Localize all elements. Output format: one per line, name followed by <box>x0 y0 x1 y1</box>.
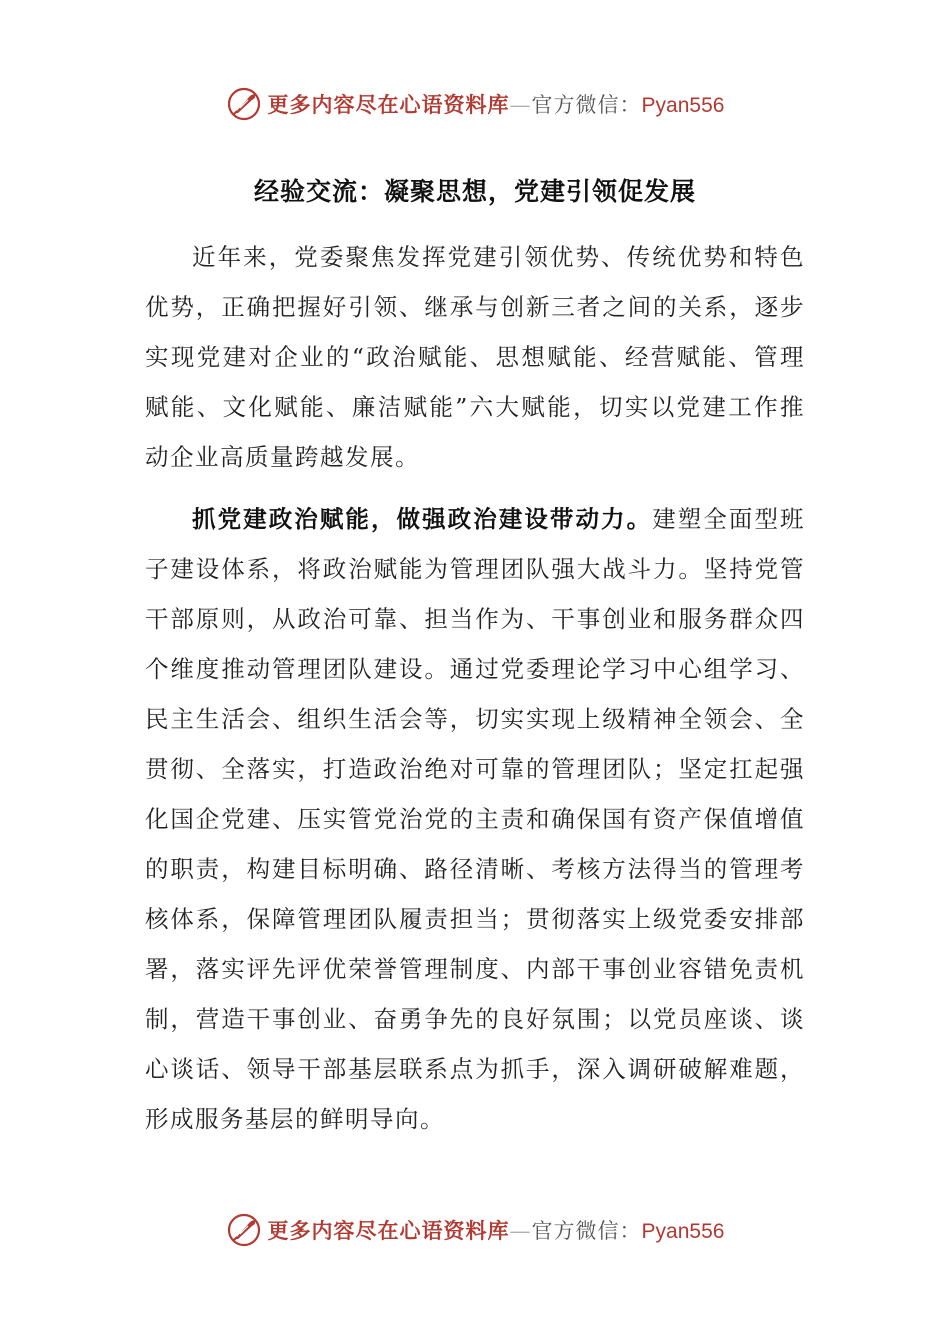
paragraph-lead: 抓党建政治赋能，做强政治建设带动力。 <box>192 505 653 533</box>
paragraph-political-empowerment <box>145 494 805 1144</box>
banner-dash: — <box>509 1219 532 1243</box>
banner-text <box>268 1215 725 1245</box>
paragraph-text: 近年来，党委聚焦发挥党建引领优势、传统优势和特色优势，正确把握好引领、继承与创新三者之间的关系，逐步实现党建对企业的“政治赋能、思想赋能、经营赋能、管理赋能、文化赋能、廉洁赋能”六大赋能，切实以党建工作推动企业高质量跨越发展。 <box>145 243 805 471</box>
banner-text <box>268 89 725 119</box>
banner-dash: — <box>509 93 532 117</box>
banner-wechat-id: Pyan556 <box>641 94 725 117</box>
footer-banner <box>0 1210 950 1250</box>
quill-pen-logo-icon <box>226 86 262 122</box>
banner-site-text: 更多内容尽在心语资料库 <box>267 92 510 117</box>
paragraph-intro <box>145 232 805 482</box>
banner-wechat-id: Pyan556 <box>641 1220 725 1243</box>
banner-site-text: 更多内容尽在心语资料库 <box>267 1218 510 1243</box>
document-title: 经验交流：凝聚思想，党建引领促发展 <box>253 177 696 206</box>
paragraph-text: 建塑全面型班子建设体系，将政治赋能为管理团队强大战斗力。坚持党管干部原则，从政治可靠、担当作为、干事创业和服务群众四个维度推动管理团队建设。通过党委理论学习中心组学习、民主生活会、组织生活会等，切实实现上级精神全领会、全贯彻、全落实，打造政治绝对可靠的管理团队；坚定扛起强化国企党建、压实管党治党的主责和确保国有资产保值增值的职责，构建目标明确、路径清晰、考核方法得当的管理考核体系，保障管理团队履责担当；贯彻落实上级党委安排部署，落实评先评优荣誉管理制度、内部干事创业容错免责机制，营造干事创业、奋勇争先的良好氛围；以党员座谈、谈心谈话、领导干部基层联系点为抓手，深入调研破解难题，形成服务基层的鲜明导向。 <box>145 505 806 1133</box>
header-banner <box>0 84 950 124</box>
quill-pen-logo-icon <box>226 1212 262 1248</box>
banner-wechat-label: 官方微信： <box>531 93 642 117</box>
banner-wechat-label: 官方微信： <box>531 1219 642 1243</box>
